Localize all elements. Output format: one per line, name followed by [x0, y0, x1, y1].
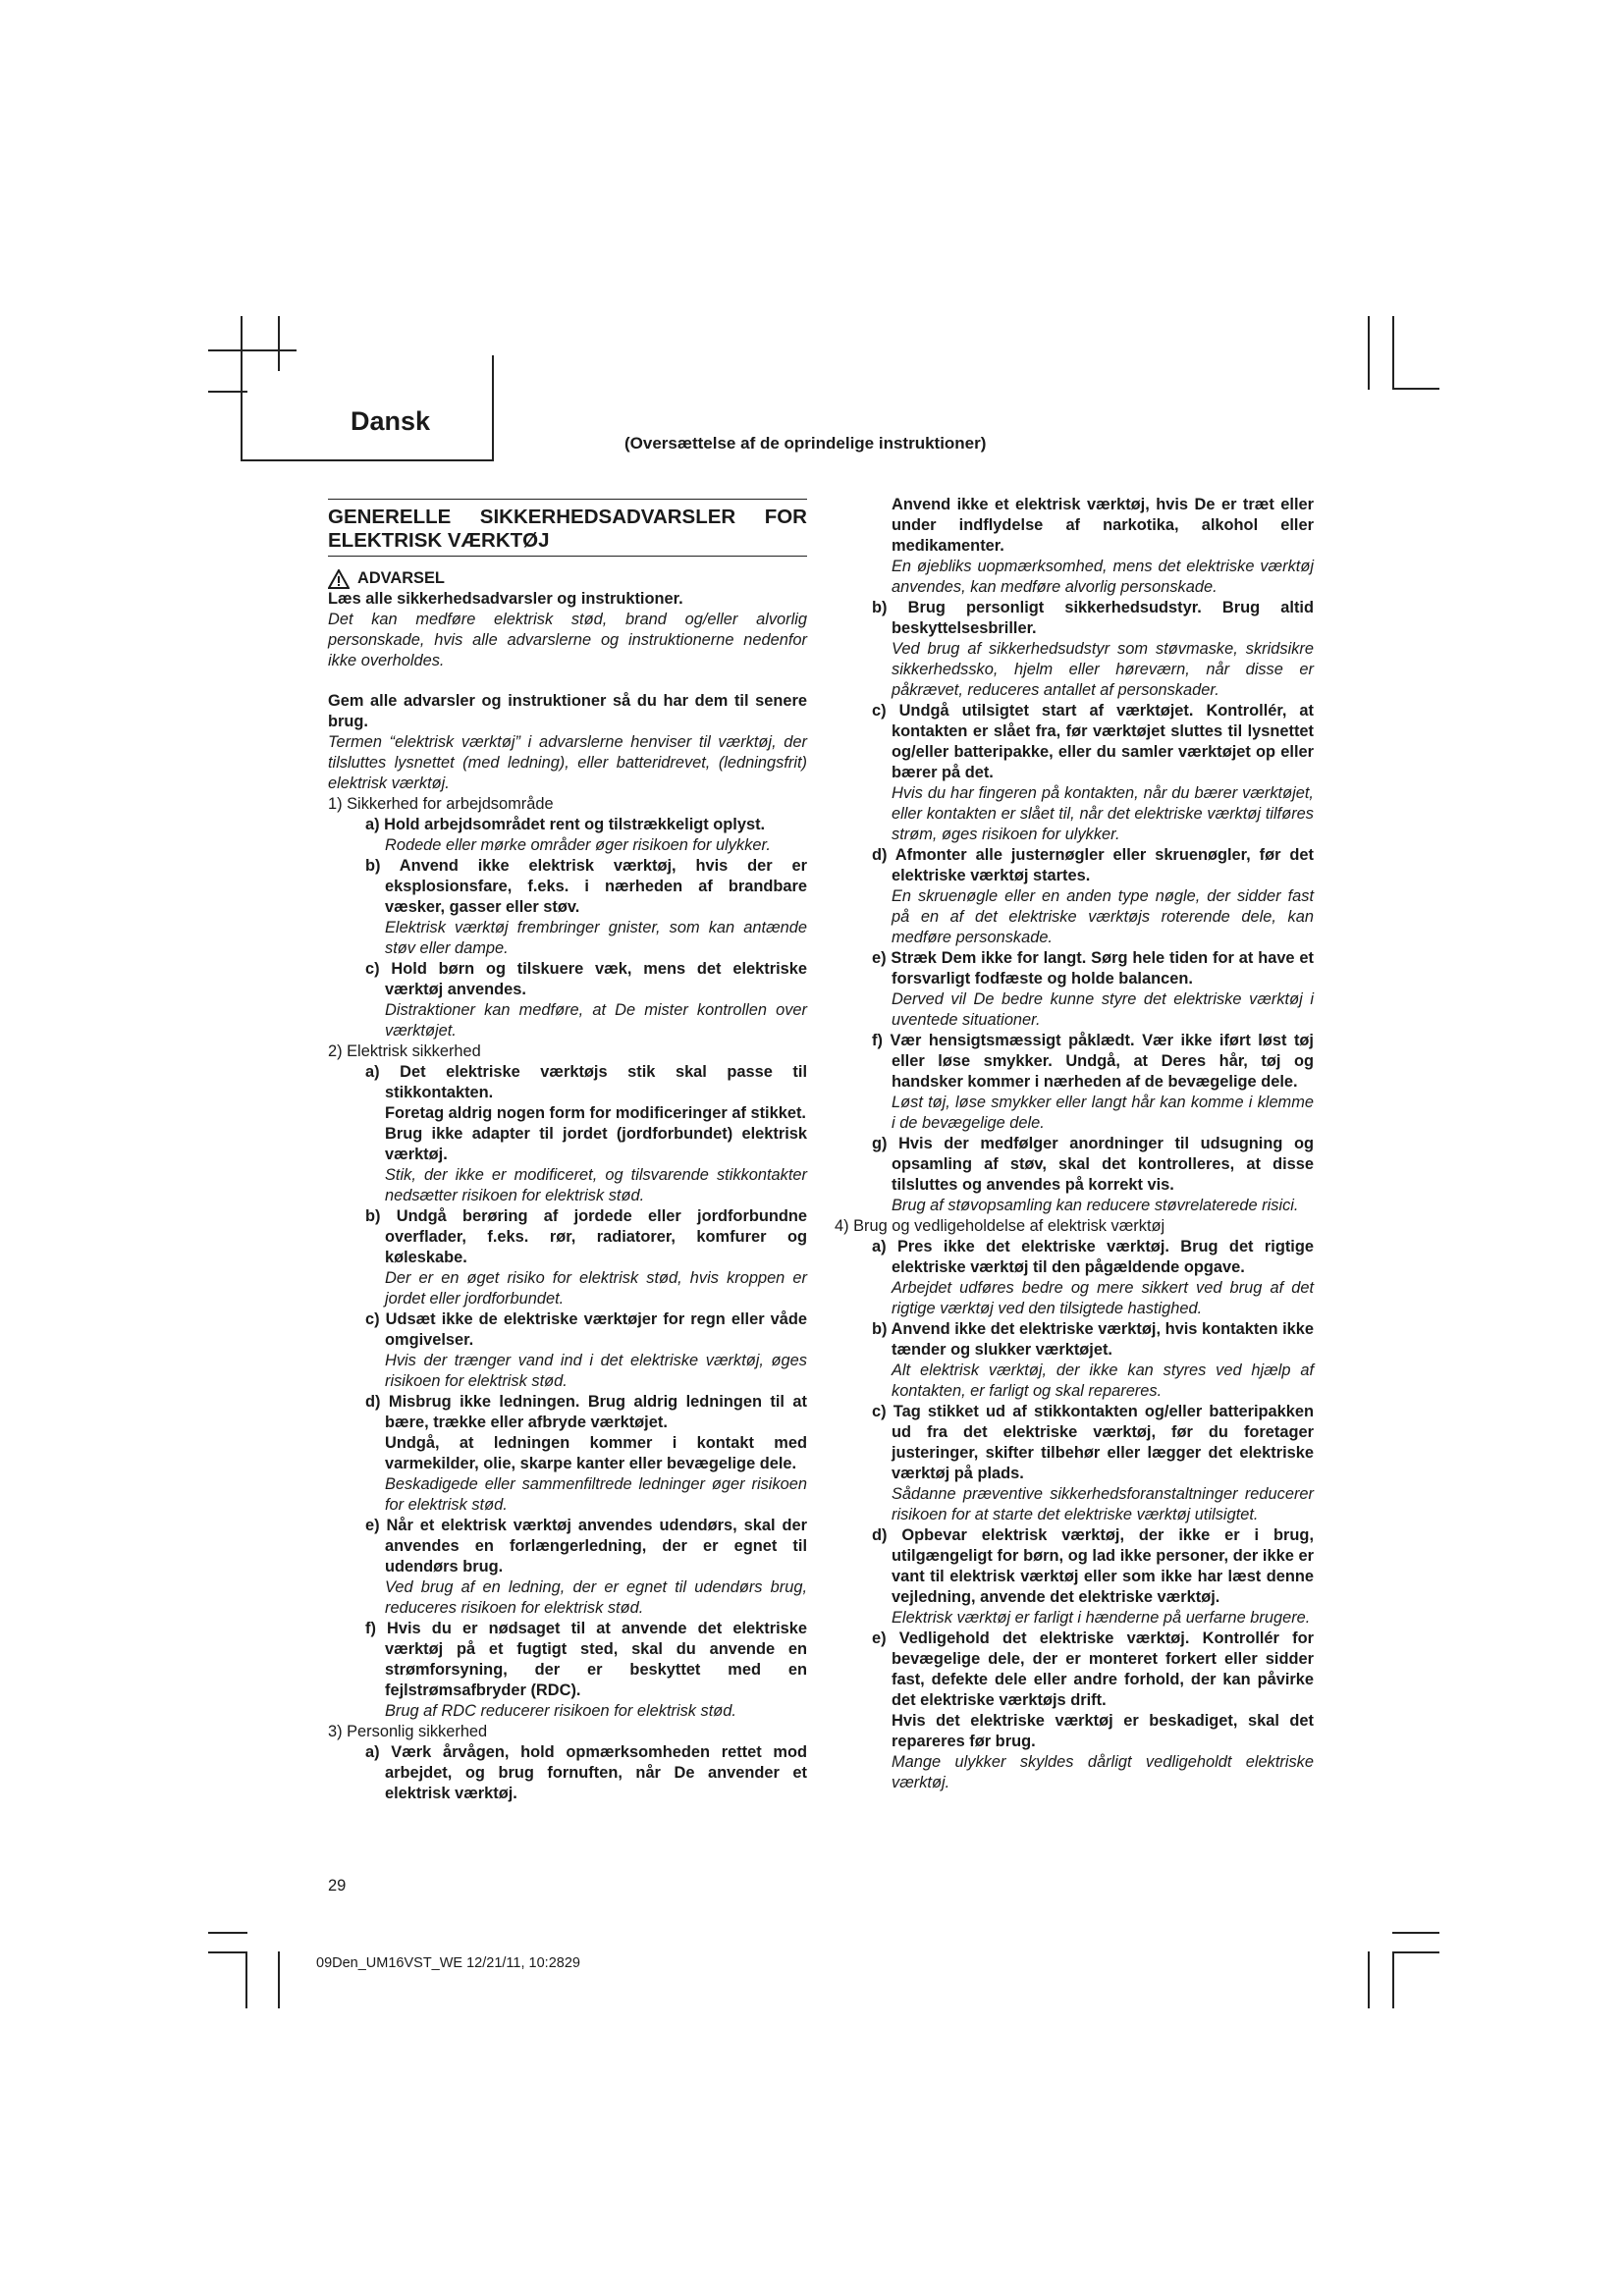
- section-title-4: 4) Brug og vedligeholdelse af elektrisk værktøj: [835, 1217, 1165, 1235]
- item-3a-cont: Anvend ikke et elektrisk værktøj, hvis De er træt eller under indflydelse af narkotika, alkohol eller medikamenter.: [892, 496, 1314, 555]
- item-4c-note: Sådanne præventive sikkerhedsforanstaltninger reducerer risikoen for at starte det elektriske værktøj utilsigtet.: [892, 1485, 1314, 1523]
- item-3d: d) Afmonter alle justernøgler eller skruenøgler, før det elektriske værktøj startes.: [872, 846, 1314, 884]
- item-4e: e) Vedligehold det elektriske værktøj. Kontrollér for bevægelige dele, der er monteret forkert eller sidder fast, defekte dele eller andre forhold, der kan påvirke det elektriske værktøjs drift.: [872, 1629, 1314, 1709]
- item-2f-note: Brug af RDC reducerer risikoen for elektrisk stød.: [385, 1702, 736, 1720]
- item-3b-note: Ved brug af sikkerhedsudstyr som støvmaske, skridsikre sikkerhedssko, hjelm eller høreværn, når disse er påkrævet, reduceres antallet af personskader.: [892, 640, 1314, 699]
- item-2b-note: Der er en øget risiko for elektrisk stød, hvis kroppen er jordet eller jordforbundet.: [385, 1269, 807, 1308]
- term-definition: Termen “elektrisk værktøj” i advarslerne henviser til værktøj, der tilsluttes lysnettet (med ledning), eller batteridrevet, (ledningsfrit) elektrisk værktøj.: [328, 733, 807, 792]
- crop-mark: [208, 1932, 247, 1934]
- item-3c-note: Hvis du har fingeren på kontakten, når du bærer værktøjet, eller kontakten er slået til, når det elektriske værktøj tilføres strøm, øges risikoen for ulykker.: [892, 784, 1314, 843]
- item-3e: e) Stræk Dem ikke for langt. Sørg hele tiden for at have et forsvarligt fodfæste og holde balancen.: [872, 949, 1314, 988]
- translation-note: (Oversættelse af de oprindelige instruktioner): [624, 434, 987, 453]
- item-2a: a) Det elektriske værktøjs stik skal passe til stikkontakten.: [365, 1063, 807, 1101]
- item-2e: e) Når et elektrisk værktøj anvendes udendørs, skal der anvendes en forlængerledning, der er egnet til udendørs brug.: [365, 1517, 807, 1575]
- section-title-1: 1) Sikkerhed for arbejdsområde: [328, 795, 554, 813]
- item-4c: c) Tag stikket ud af stikkontakten og/eller batteripakken ud fra det elektriske værktøj, før du foretager justeringer, skifter tilbehør eller lægger det elektriske værktøj på plads.: [872, 1403, 1314, 1482]
- keep-instructions: Gem alle advarsler og instruktioner så du har dem til senere brug.: [328, 692, 807, 730]
- item-4e-note: Mange ulykker skyldes dårligt vedligeholdt elektriske værktøj.: [892, 1753, 1314, 1791]
- item-4d-note: Elektrisk værktøj er farligt i hænderne på uerfarne brugere.: [892, 1609, 1311, 1627]
- item-1a-note: Rodede eller mørke områder øger risikoen for ulykker.: [385, 836, 771, 854]
- crop-mark: [1392, 1932, 1439, 1934]
- item-1a: a) Hold arbejdsområdet rent og tilstrækkeligt oplyst.: [365, 816, 766, 833]
- crop-mark: [1392, 316, 1394, 390]
- crop-mark: [245, 1951, 247, 2008]
- item-3f-note: Løst tøj, løse smykker eller langt hår kan komme i klemme i de bevægelige dele.: [892, 1094, 1314, 1132]
- item-3e-note: Derved vil De bedre kunne styre det elektriske værktøj i uventede situationer.: [892, 990, 1314, 1029]
- item-4a: a) Pres ikke det elektriske værktøj. Brug det rigtige elektriske værktøj til den pågældende opgave.: [872, 1238, 1314, 1276]
- item-2b: b) Undgå berøring af jordede eller jordforbundne overflader, f.eks. rør, radiatorer, komfurer og køleskabe.: [365, 1207, 807, 1266]
- warning-label: ADVARSEL: [357, 569, 445, 587]
- item-2a-note: Stik, der ikke er modificeret, og tilsvarende stikkontakter nedsætter risikoen for elektrisk stød.: [385, 1166, 807, 1204]
- item-2c: c) Udsæt ikke de elektriske værktøjer for regn eller våde omgivelser.: [365, 1310, 807, 1349]
- crop-mark: [1392, 1951, 1394, 2008]
- item-1c: c) Hold børn og tilskuere væk, mens det elektriske værktøj anvendes.: [365, 960, 807, 998]
- left-column: [328, 499, 807, 1804]
- print-footer: 09Den_UM16VST_WE 12/21/11, 10:2829: [316, 1955, 580, 1971]
- item-2a-b3: Brug ikke adapter til jordet (jordforbundet) elektrisk værktøj.: [385, 1125, 807, 1163]
- crop-mark: [1368, 316, 1370, 390]
- item-3g-note: Brug af støvopsamling kan reducere støvrelaterede risici.: [892, 1197, 1299, 1214]
- intro-bold: Læs alle sikkerhedsadvarsler og instruktioner.: [328, 590, 683, 608]
- section-heading: GENERELLE SIKKERHEDSADVARSLER FOR ELEKTRISK VÆRKTØJ: [328, 499, 807, 557]
- section-title-3: 3) Personlig sikkerhed: [328, 1723, 488, 1740]
- item-4d: d) Opbevar elektrisk værktøj, der ikke er i brug, utilgængeligt for børn, og lad ikke personer, der ikke er vant til elektrisk værktøj eller som ikke har læst denne vejledning, anvende det elektriske værktøj.: [872, 1526, 1314, 1606]
- item-4e-b2: Hvis det elektriske værktøj er beskadiget, skal det repareres før brug.: [892, 1712, 1314, 1750]
- item-2f: f) Hvis du er nødsaget til at anvende det elektriske værktøj på et fugtigt sted, skal du anvende en strømforsyning, der er beskyttet med en fejlstrømsafbryder (RDC).: [365, 1620, 807, 1699]
- warning-triangle-icon: [328, 569, 350, 589]
- item-4b: b) Anvend ikke det elektriske værktøj, hvis kontakten ikke tænder og slukker værktøjet.: [872, 1320, 1314, 1359]
- crop-mark: [278, 1951, 280, 2008]
- item-3d-note: En skruenøgle eller en anden type nøgle, der sidder fast på en af det elektriske værktøjs roterende dele, kan medføre personskade.: [892, 887, 1314, 946]
- crop-mark: [1392, 388, 1439, 390]
- crop-mark: [1368, 1951, 1370, 2008]
- item-3b: b) Brug personligt sikkerhedsudstyr. Brug altid beskyttelsesbriller.: [872, 599, 1314, 637]
- item-3g: g) Hvis der medfølger anordninger til udsugning og opsamling af støv, skal det kontrolleres, at disse tilsluttes og anvendes på korrekt vis.: [872, 1135, 1314, 1194]
- intro-italic: Det kan medføre elektrisk stød, brand og/eller alvorlig personskade, hvis alle advarslerne og instruktionerne nedenfor ikke overholdes.: [328, 611, 807, 669]
- item-1c-note: Distraktioner kan medføre, at De mister kontrollen over værktøjet.: [385, 1001, 807, 1040]
- item-3a-note: En øjebliks uopmærksomhed, mens det elektriske værktøj anvendes, kan medføre alvorlig personskade.: [892, 558, 1314, 596]
- item-2c-note: Hvis der trænger vand ind i det elektriske værktøj, øges risikoen for elektrisk stød.: [385, 1352, 807, 1390]
- right-column: [835, 495, 1314, 1793]
- item-4b-note: Alt elektrisk værktøj, der ikke kan styres ved hjælp af kontakten, er farligt og skal repareres.: [892, 1362, 1314, 1400]
- item-2d-b2: Undgå, at ledningen kommer i kontakt med varmekilder, olie, skarpe kanter eller bevægelige dele.: [385, 1434, 807, 1472]
- item-1b: b) Anvend ikke elektrisk værktøj, hvis der er eksplosionsfare, f.eks. i nærheden af brandbare væsker, gasser eller støv.: [365, 857, 807, 916]
- crop-mark: [208, 349, 297, 351]
- item-2e-note: Ved brug af en ledning, der er egnet til udendørs brug, reduceres risikoen for elektrisk stød.: [385, 1578, 807, 1617]
- section-title-2: 2) Elektrisk sikkerhed: [328, 1042, 481, 1060]
- warning-header: [328, 568, 807, 589]
- item-3f: f) Vær hensigtsmæssigt påklædt. Vær ikke iført løst tøj eller løse smykker. Undgå, at Deres hår, tøj og handsker kommer i nærheden af de bevægelige dele.: [872, 1032, 1314, 1091]
- language-tab: [241, 355, 494, 461]
- item-1b-note: Elektrisk værktøj frembringer gnister, som kan antænde støv eller dampe.: [385, 919, 807, 957]
- crop-mark: [1392, 1951, 1439, 1953]
- item-2d: d) Misbrug ikke ledningen. Brug aldrig ledningen til at bære, trække eller afbryde værktøjet.: [365, 1393, 807, 1431]
- language-label: Dansk: [351, 406, 431, 436]
- item-3c: c) Undgå utilsigtet start af værktøjet. Kontrollér, at kontakten er slået fra, før værktøjet sluttes til lysnettet og/eller batteripakke, eller du samler værktøjet op eller bærer på det.: [872, 702, 1314, 781]
- item-3a: a) Værk årvågen, hold opmærksomheden rettet mod arbejdet, og brug fornuften, når De anvender et elektrisk værktøj.: [365, 1743, 807, 1802]
- page-number: 29: [328, 1877, 347, 1895]
- item-2d-note: Beskadigede eller sammenfiltrede ledninger øger risikoen for elektrisk stød.: [385, 1475, 807, 1514]
- crop-mark: [208, 1951, 247, 1953]
- item-4a-note: Arbejdet udføres bedre og mere sikkert ved brug af det rigtige værktøj ved den tilsigtede hastighed.: [892, 1279, 1314, 1317]
- item-2a-b2: Foretag aldrig nogen form for modificeringer af stikket.: [385, 1104, 806, 1122]
